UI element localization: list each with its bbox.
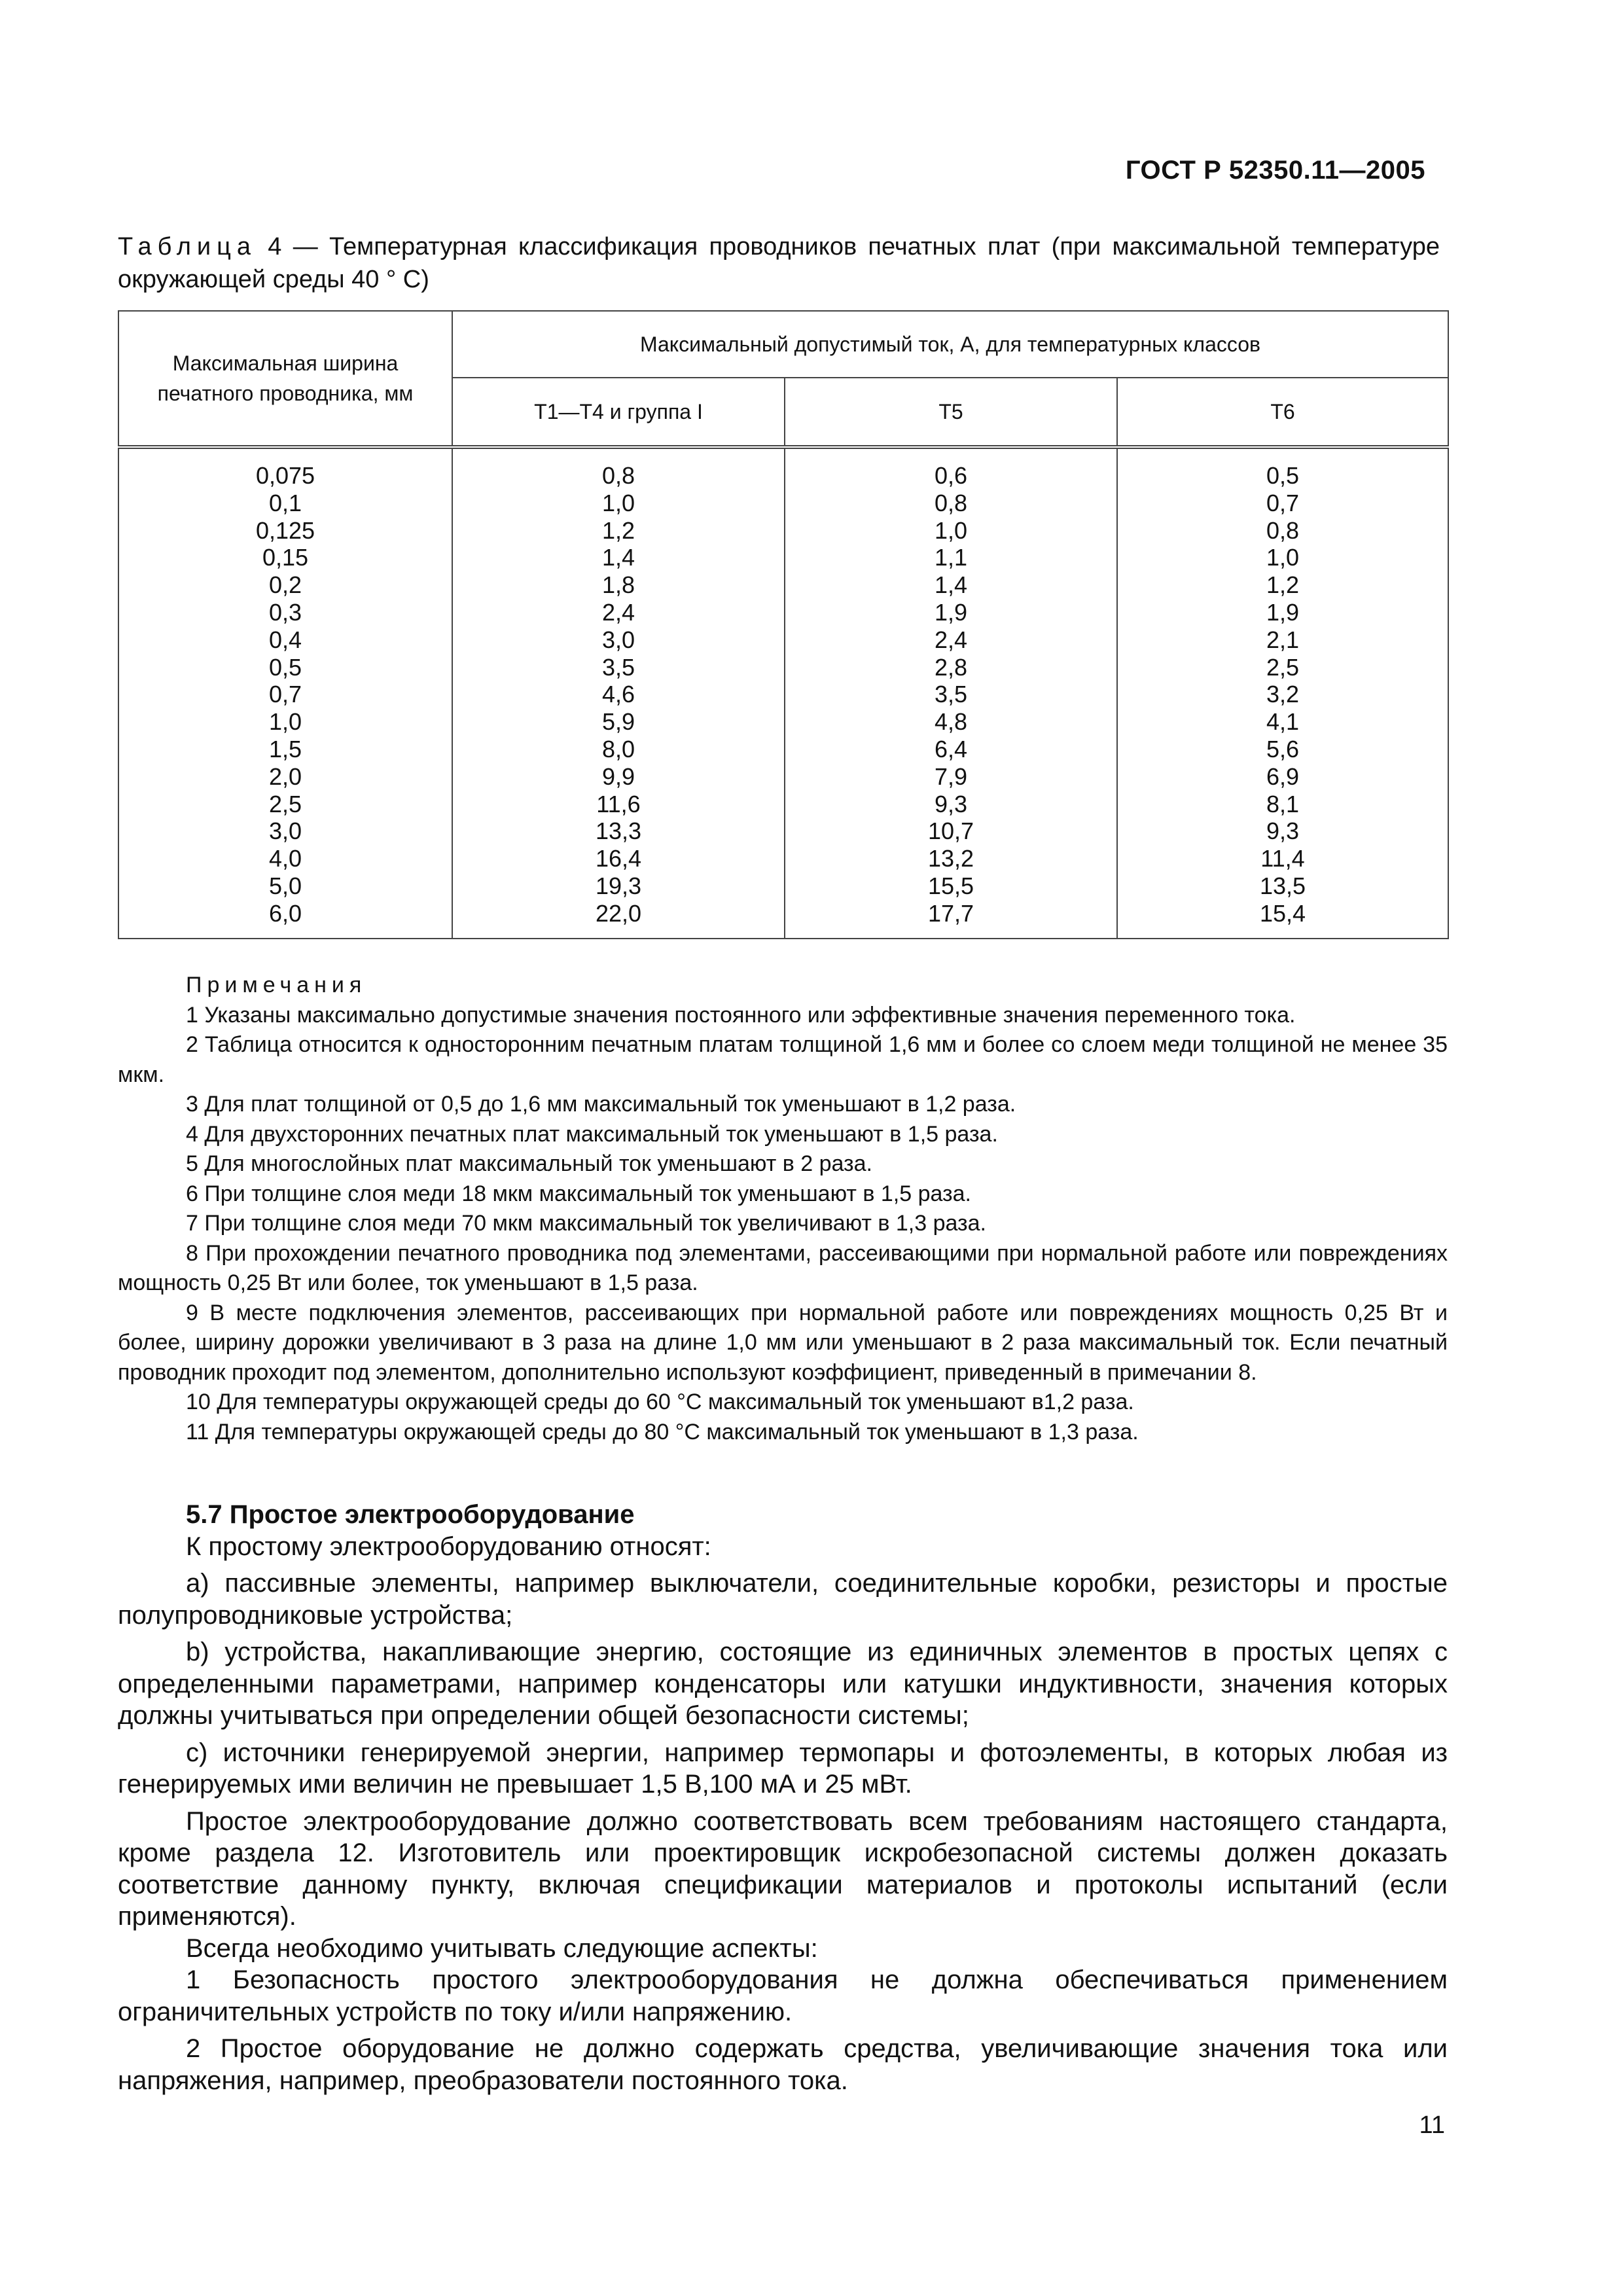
cell-current-t6: 0,5 [1117,447,1448,490]
cell-conductor-width: 6,0 [118,900,452,939]
table-row [118,791,1448,818]
header-class-t6: Т6 [1117,378,1448,447]
cell-current-t1-t4: 8,0 [452,736,785,763]
table-row [118,571,1448,599]
section-list-item: b) устройства, накапливающие энергию, состоящие из единичных элементов в простых цепях с определенными параметрами, например конденсаторы или катушки индуктивности, значения которых должны учитываться при определении общей безопасности системы; [118,1638,1448,1730]
cell-conductor-width: 0,15 [118,544,452,571]
cell-current-t1-t4: 3,5 [452,654,785,681]
cell-current-t5: 0,8 [785,490,1117,517]
table-body [118,447,1448,939]
current-classification-table [118,310,1449,939]
table-row [118,447,1448,490]
cell-current-t5: 9,3 [785,791,1117,818]
header-class-t5: Т5 [785,378,1117,447]
cell-conductor-width: 2,0 [118,763,452,791]
cell-current-t1-t4: 13,3 [452,817,785,845]
cell-current-t1-t4: 3,0 [452,626,785,654]
cell-current-t1-t4: 2,4 [452,599,785,626]
cell-current-t1-t4: 1,0 [452,490,785,517]
cell-current-t5: 17,7 [785,900,1117,939]
cell-conductor-width: 0,1 [118,490,452,517]
cell-current-t6: 0,7 [1117,490,1448,517]
note-item: 11 Для температуры окружающей среды до 80 °С максимальный ток уменьшают в 1,3 раза. [186,1419,1139,1444]
cell-conductor-width: 4,0 [118,845,452,872]
cell-current-t1-t4: 0,8 [452,447,785,490]
table-row [118,708,1448,736]
table-row [118,817,1448,845]
cell-current-t5: 1,1 [785,544,1117,571]
cell-current-t6: 11,4 [1117,845,1448,872]
cell-current-t5: 3,5 [785,681,1117,708]
cell-current-t1-t4: 1,4 [452,544,785,571]
table-row [118,544,1448,571]
section-list-item: с) источники генерируемой энергии, например термопары и фотоэлементы, в которых любая из генерируемых ими величин не превышает 1,5 В,100 мА и 25 мВт. [118,1738,1448,1799]
cell-current-t6: 1,0 [1117,544,1448,571]
cell-current-t6: 0,8 [1117,517,1448,545]
cell-current-t5: 10,7 [785,817,1117,845]
header-max-current: Максимальный допустимый ток, А, для температурных классов [452,311,1448,378]
table-caption [118,230,1440,296]
table-row [118,654,1448,681]
cell-current-t6: 6,9 [1117,763,1448,791]
cell-conductor-width: 0,075 [118,447,452,490]
cell-current-t6: 1,2 [1117,571,1448,599]
document-code: ГОСТ Р 52350.11—2005 [1125,156,1425,185]
section-5-7 [118,1499,1448,2096]
cell-current-t5: 2,8 [785,654,1117,681]
cell-current-t5: 2,4 [785,626,1117,654]
note-item: 9 В месте подключения элементов, рассеивающих при нормальной работе или повреждениях мощность 0,25 Вт и более, ширину дорожки увеличивают в 3 раза на длине 1,0 мм или уменьшают в 2 раза максимальный ток. Если печатный проводник проходит под элементом, дополнительно используют коэффициент, приведенный в примечании 8. [118,1300,1448,1385]
note-item: 8 При прохождении печатного проводника под элементами, рассеивающими при нормальной работе или повреждениях мощность 0,25 Вт или более, ток уменьшают в 1,5 раза. [118,1240,1448,1295]
cell-current-t1-t4: 1,2 [452,517,785,545]
cell-current-t6: 5,6 [1117,736,1448,763]
section-numbered-item: 1 Безопасность простого электрооборудования не должна обеспечиваться применением ограничительных устройств по току и/или напряжению. [118,1965,1448,2026]
cell-conductor-width: 1,5 [118,736,452,763]
cell-current-t1-t4: 11,6 [452,791,785,818]
cell-current-t5: 1,4 [785,571,1117,599]
table-row [118,900,1448,939]
note-item: 3 Для плат толщиной от 0,5 до 1,6 мм максимальный ток уменьшают в 1,2 раза. [186,1092,1016,1117]
note-item: 10 Для температуры окружающей среды до 60 °С максимальный ток уменьшают в1,2 раза. [186,1390,1134,1414]
table-row [118,845,1448,872]
note-item: 2 Таблица относится к односторонним печатным платам толщиной 1,6 мм и более со слоем меди толщиной не менее 35 мкм. [118,1032,1448,1087]
section-title: 5.7 Простое электрооборудование [186,1500,635,1529]
cell-current-t5: 4,8 [785,708,1117,736]
cell-conductor-width: 0,5 [118,654,452,681]
header-conductor-width: Максимальная ширина печатного проводника, мм [118,311,452,447]
note-item: 1 Указаны максимально допустимые значения постоянного или эффективные значения переменного тока. [186,1002,1296,1028]
section-paragraph: К простому электрооборудованию относят: [186,1532,711,1561]
cell-current-t1-t4: 5,9 [452,708,785,736]
cell-current-t6: 2,5 [1117,654,1448,681]
table-row [118,517,1448,545]
cell-current-t6: 4,1 [1117,708,1448,736]
page-number: 11 [1419,2111,1445,2139]
cell-conductor-width: 2,5 [118,791,452,818]
cell-conductor-width: 1,0 [118,708,452,736]
cell-current-t6: 15,4 [1117,900,1448,939]
cell-current-t1-t4: 19,3 [452,872,785,900]
cell-current-t5: 7,9 [785,763,1117,791]
cell-conductor-width: 0,3 [118,599,452,626]
note-item: 5 Для многослойных плат максимальный ток уменьшают в 2 раза. [186,1151,872,1176]
section-paragraph: Всегда необходимо учитывать следующие аспекты: [186,1933,818,1963]
cell-current-t1-t4: 9,9 [452,763,785,791]
cell-current-t5: 0,6 [785,447,1117,490]
section-list-item: а) пассивные элементы, например выключатели, соединительные коробки, резисторы и простые полупроводниковые устройства; [118,1569,1448,1630]
table-row [118,763,1448,791]
cell-current-t5: 13,2 [785,845,1117,872]
cell-current-t5: 1,0 [785,517,1117,545]
note-item: 7 При толщине слоя меди 70 мкм максимальный ток увеличивают в 1,3 раза. [186,1211,986,1236]
cell-current-t6: 13,5 [1117,872,1448,900]
cell-current-t6: 3,2 [1117,681,1448,708]
cell-conductor-width: 5,0 [118,872,452,900]
table-row [118,872,1448,900]
notes-block [118,971,1448,1447]
cell-current-t5: 6,4 [785,736,1117,763]
cell-current-t5: 15,5 [785,872,1117,900]
cell-current-t5: 1,9 [785,599,1117,626]
cell-current-t1-t4: 4,6 [452,681,785,708]
cell-conductor-width: 0,7 [118,681,452,708]
table-row [118,681,1448,708]
cell-current-t6: 9,3 [1117,817,1448,845]
note-item: 6 При толщине слоя меди 18 мкм максимальный ток уменьшают в 1,5 раза. [186,1181,971,1206]
cell-current-t1-t4: 22,0 [452,900,785,939]
cell-conductor-width: 3,0 [118,817,452,845]
cell-current-t6: 2,1 [1117,626,1448,654]
section-paragraph: Простое электрооборудование должно соответствовать всем требованиям настоящего стандарта, кроме раздела 12. Изготовитель или проектировщик искробезопасной системы должен доказать соответствие данному пункту, включая спецификации материалов и протоколы испытаний (если применяются). [118,1806,1448,1931]
cell-current-t6: 1,9 [1117,599,1448,626]
cell-current-t1-t4: 16,4 [452,845,785,872]
cell-conductor-width: 0,4 [118,626,452,654]
table-row [118,599,1448,626]
header-class-t1-t4: Т1—Т4 и группа I [452,378,785,447]
note-item: 4 Для двухсторонних печатных плат максимальный ток уменьшают в 1,5 раза. [186,1121,998,1147]
cell-conductor-width: 0,2 [118,571,452,599]
section-numbered-item: 2 Простое оборудование не должно содержать средства, увеличивающие значения тока или напряжения, например, преобразователи постоянного тока. [118,2034,1448,2095]
table-row [118,626,1448,654]
cell-current-t6: 8,1 [1117,791,1448,818]
notes-title: Примечания [186,973,367,997]
table-row [118,736,1448,763]
table-caption-label: Таблица [118,233,257,260]
table-caption-text: 4 — Температурная классификация проводников печатных плат (при максимальной температуре окружающей среды 40 ° С) [118,233,1440,293]
cell-conductor-width: 0,125 [118,517,452,545]
cell-current-t1-t4: 1,8 [452,571,785,599]
table-row [118,490,1448,517]
